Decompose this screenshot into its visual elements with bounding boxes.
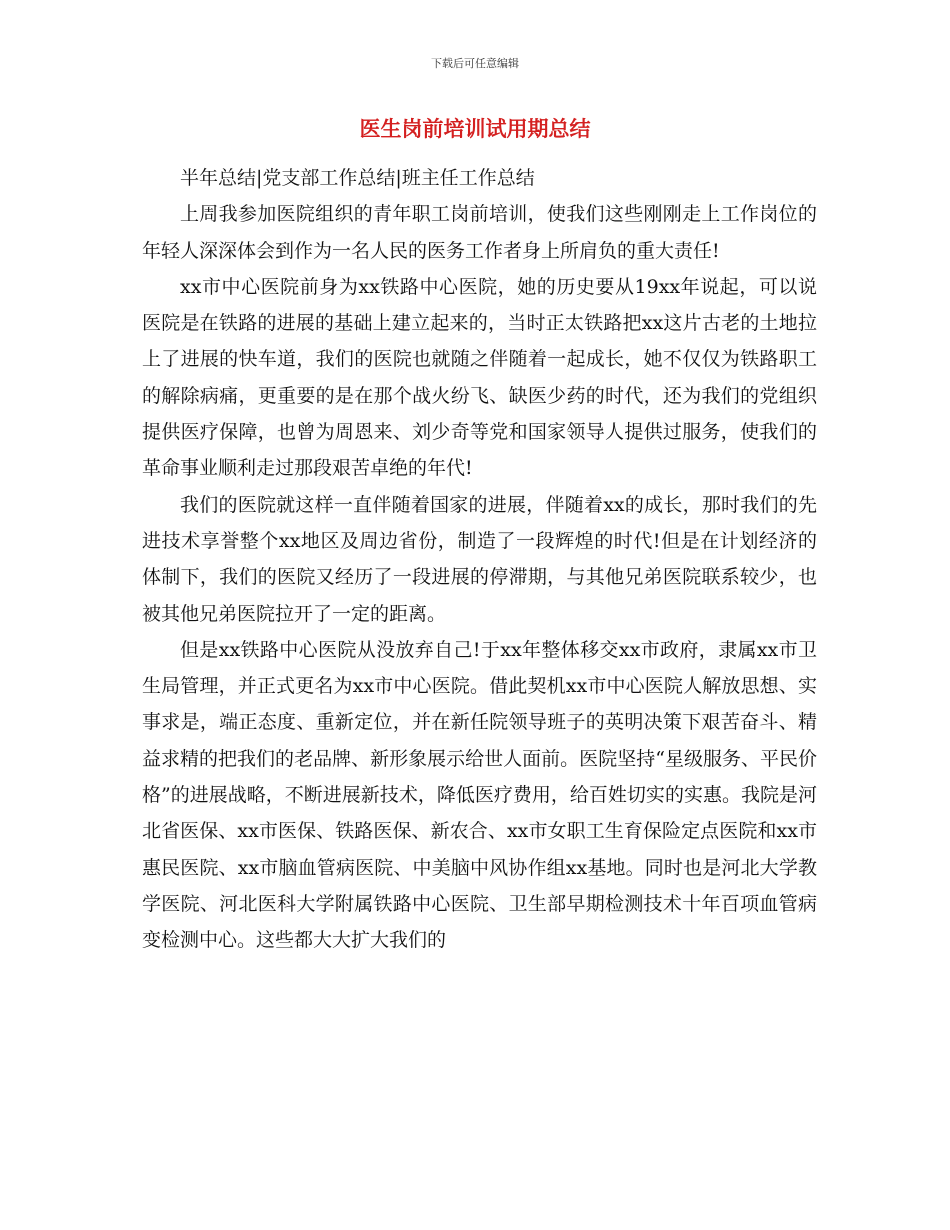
- document-body: [142, 160, 817, 959]
- document-title: 医生岗前培训试用期总结: [359, 116, 591, 141]
- paragraph: 上周我参加医院组织的青年职工岗前培训，使我们这些刚刚走上工作岗位的年轻人深深体会到作为一名人民的医务工作者身上所肩负的重大责任!: [142, 203, 817, 262]
- paragraph: 但是xx铁路中心医院从没放弃自己!于xx年整体移交xx市政府，隶属xx市卫生局管理，并正式更名为xx市中心医院。借此契机xx市中心医院人解放思想、实事求是，端正态度、重新定位，并在新任院领导班子的英明决策下艰苦奋斗、精益求精的把我们的老品牌、新形象展示给世人面前。医院坚持“星级服务、平民价格”的进展战略，不断进展新技术，降低医疗费用，给百姓切实的实惠。我院是河北省医保、xx市医保、铁路医保、新农合、xx市女职工生育保险定点医院和xx市惠民医院、xx市脑血管病医院、中美脑中风协作组xx基地。同时也是河北大学教学医院、河北医科大学附属铁路中心医院、卫生部早期检测技术十年百项血管病变检测中心。这些都大大扩大我们的: [142, 638, 817, 952]
- paragraph: xx市中心医院前身为xx铁路中心医院，她的历史要从19xx年说起，可以说医院是在铁路的进展的基础上建立起来的，当时正太铁路把xx这片古老的土地拉上了进展的快车道，我们的医院也就随之伴随着一起成长，她不仅仅为铁路职工的解除病痛，更重要的是在那个战火纷飞、缺医少药的时代，还为我们的党组织提供医疗保障，也曾为周恩来、刘少奇等党和国家领导人提供过服务，使我们的革命事业顺利走过那段艰苦卓绝的年代!: [142, 275, 817, 480]
- page-header-note: 下载后可任意编辑: [431, 57, 519, 70]
- paragraph: 我们的医院就这样一直伴随着国家的进展，伴随着xx的成长，那时我们的先进技术享誉整个xx地区及周边省份，制造了一段辉煌的时代!但是在计划经济的体制下，我们的医院又经历了一段进展的停滞期，与其他兄弟医院联系较少，也被其他兄弟医院拉开了一定的距离。: [142, 493, 817, 625]
- document-tags: 半年总结|党支部工作总结|班主任工作总结: [180, 167, 535, 189]
